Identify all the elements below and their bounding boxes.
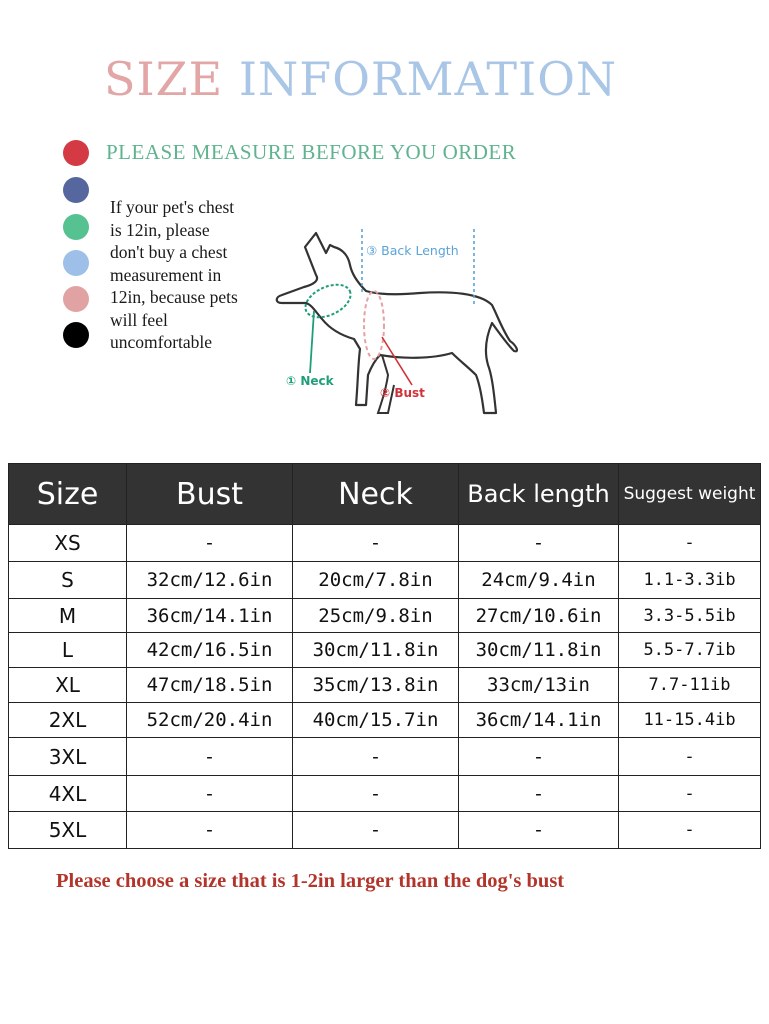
color-dot xyxy=(63,322,89,348)
cell-back-length: 24cm/9.4in xyxy=(459,562,619,599)
dog-measurement-diagram xyxy=(270,225,520,425)
cell-bust: - xyxy=(127,738,293,776)
cell-neck: 40cm/15.7in xyxy=(293,703,459,738)
cell-neck: 35cm/13.8in xyxy=(293,668,459,703)
note-line: will feel xyxy=(110,309,168,330)
table-row xyxy=(9,738,761,776)
cell-neck: - xyxy=(293,776,459,812)
dog-front-leg xyxy=(378,355,394,413)
cell-weight: - xyxy=(619,812,761,849)
neck-label: ① Neck xyxy=(286,374,334,388)
cell-size: XL xyxy=(9,668,127,703)
cell-bust: - xyxy=(127,525,293,562)
cell-back-length: - xyxy=(459,812,619,849)
bust-measure-line xyxy=(364,291,384,359)
cell-size: 4XL xyxy=(9,776,127,812)
title-word-size: SIZE xyxy=(104,52,224,106)
note-line: don't buy a chest xyxy=(110,242,228,262)
header-size: Size xyxy=(9,464,127,525)
note-line: 12in, because pets xyxy=(110,287,238,307)
cell-bust: 47cm/18.5in xyxy=(127,668,293,703)
table-row xyxy=(9,633,761,668)
table-header-row xyxy=(9,464,761,525)
title-word-information: INFORMATION xyxy=(238,52,618,106)
header-bust: Bust xyxy=(127,464,293,525)
header-suggest-weight: Suggest weight xyxy=(619,464,761,525)
cell-neck: - xyxy=(293,525,459,562)
cell-neck: 25cm/9.8in xyxy=(293,599,459,633)
chest-note xyxy=(110,196,275,354)
cell-back-length: 30cm/11.8in xyxy=(459,633,619,668)
cell-weight: 3.3-5.5ib xyxy=(619,599,761,633)
note-line: is 12in, please xyxy=(110,219,210,240)
table-row xyxy=(9,525,761,562)
color-dot xyxy=(63,177,89,203)
bust-pointer xyxy=(382,337,412,385)
cell-size: 3XL xyxy=(9,738,127,776)
cell-weight: 11-15.4ib xyxy=(619,703,761,738)
cell-back-length: - xyxy=(459,776,619,812)
cell-size: L xyxy=(9,633,127,668)
table-row xyxy=(9,812,761,849)
cell-bust: - xyxy=(127,812,293,849)
cell-back-length: 27cm/10.6in xyxy=(459,599,619,633)
header-neck: Neck xyxy=(293,464,459,525)
cell-weight: - xyxy=(619,525,761,562)
cell-weight: - xyxy=(619,738,761,776)
note-line: If your pet's chest xyxy=(110,197,235,217)
page-title xyxy=(104,52,617,106)
header-back-length: Back length xyxy=(459,464,619,525)
note-line: measurement in xyxy=(110,264,222,285)
cell-size: 5XL xyxy=(9,812,127,849)
cell-neck: 30cm/11.8in xyxy=(293,633,459,668)
cell-weight: - xyxy=(619,776,761,812)
cell-neck: - xyxy=(293,738,459,776)
cell-bust: 36cm/14.1in xyxy=(127,599,293,633)
cell-size: S xyxy=(9,562,127,599)
cell-size: 2XL xyxy=(9,703,127,738)
bust-label: ② Bust xyxy=(380,386,425,400)
cell-back-length: 36cm/14.1in xyxy=(459,703,619,738)
size-table-body xyxy=(9,525,761,849)
note-line: uncomfortable xyxy=(110,332,213,352)
measure-instruction: PLEASE MEASURE BEFORE YOU ORDER xyxy=(106,140,517,164)
size-advice-footer: Please choose a size that is 1-2in larger than the dog's bust xyxy=(56,870,565,892)
table-row xyxy=(9,599,761,633)
color-dot xyxy=(63,250,89,276)
table-row xyxy=(9,776,761,812)
cell-back-length: 33cm/13in xyxy=(459,668,619,703)
neck-pointer xyxy=(310,311,314,373)
cell-size: M xyxy=(9,599,127,633)
color-dot xyxy=(63,286,89,312)
cell-bust: 32cm/12.6in xyxy=(127,562,293,599)
cell-bust: 52cm/20.4in xyxy=(127,703,293,738)
color-dot xyxy=(63,140,89,166)
cell-weight: 5.5-7.7ib xyxy=(619,633,761,668)
cell-weight: 7.7-11ib xyxy=(619,668,761,703)
cell-size: XS xyxy=(9,525,127,562)
cell-neck: 20cm/7.8in xyxy=(293,562,459,599)
table-row xyxy=(9,562,761,599)
cell-back-length: - xyxy=(459,738,619,776)
back-length-label: ③ Back Length xyxy=(366,243,459,258)
table-row xyxy=(9,703,761,738)
cell-bust: 42cm/16.5in xyxy=(127,633,293,668)
cell-neck: - xyxy=(293,812,459,849)
color-dot xyxy=(63,214,89,240)
size-chart-table xyxy=(8,463,761,849)
table-row xyxy=(9,668,761,703)
cell-bust: - xyxy=(127,776,293,812)
cell-weight: 1.1-3.3ib xyxy=(619,562,761,599)
cell-back-length: - xyxy=(459,525,619,562)
